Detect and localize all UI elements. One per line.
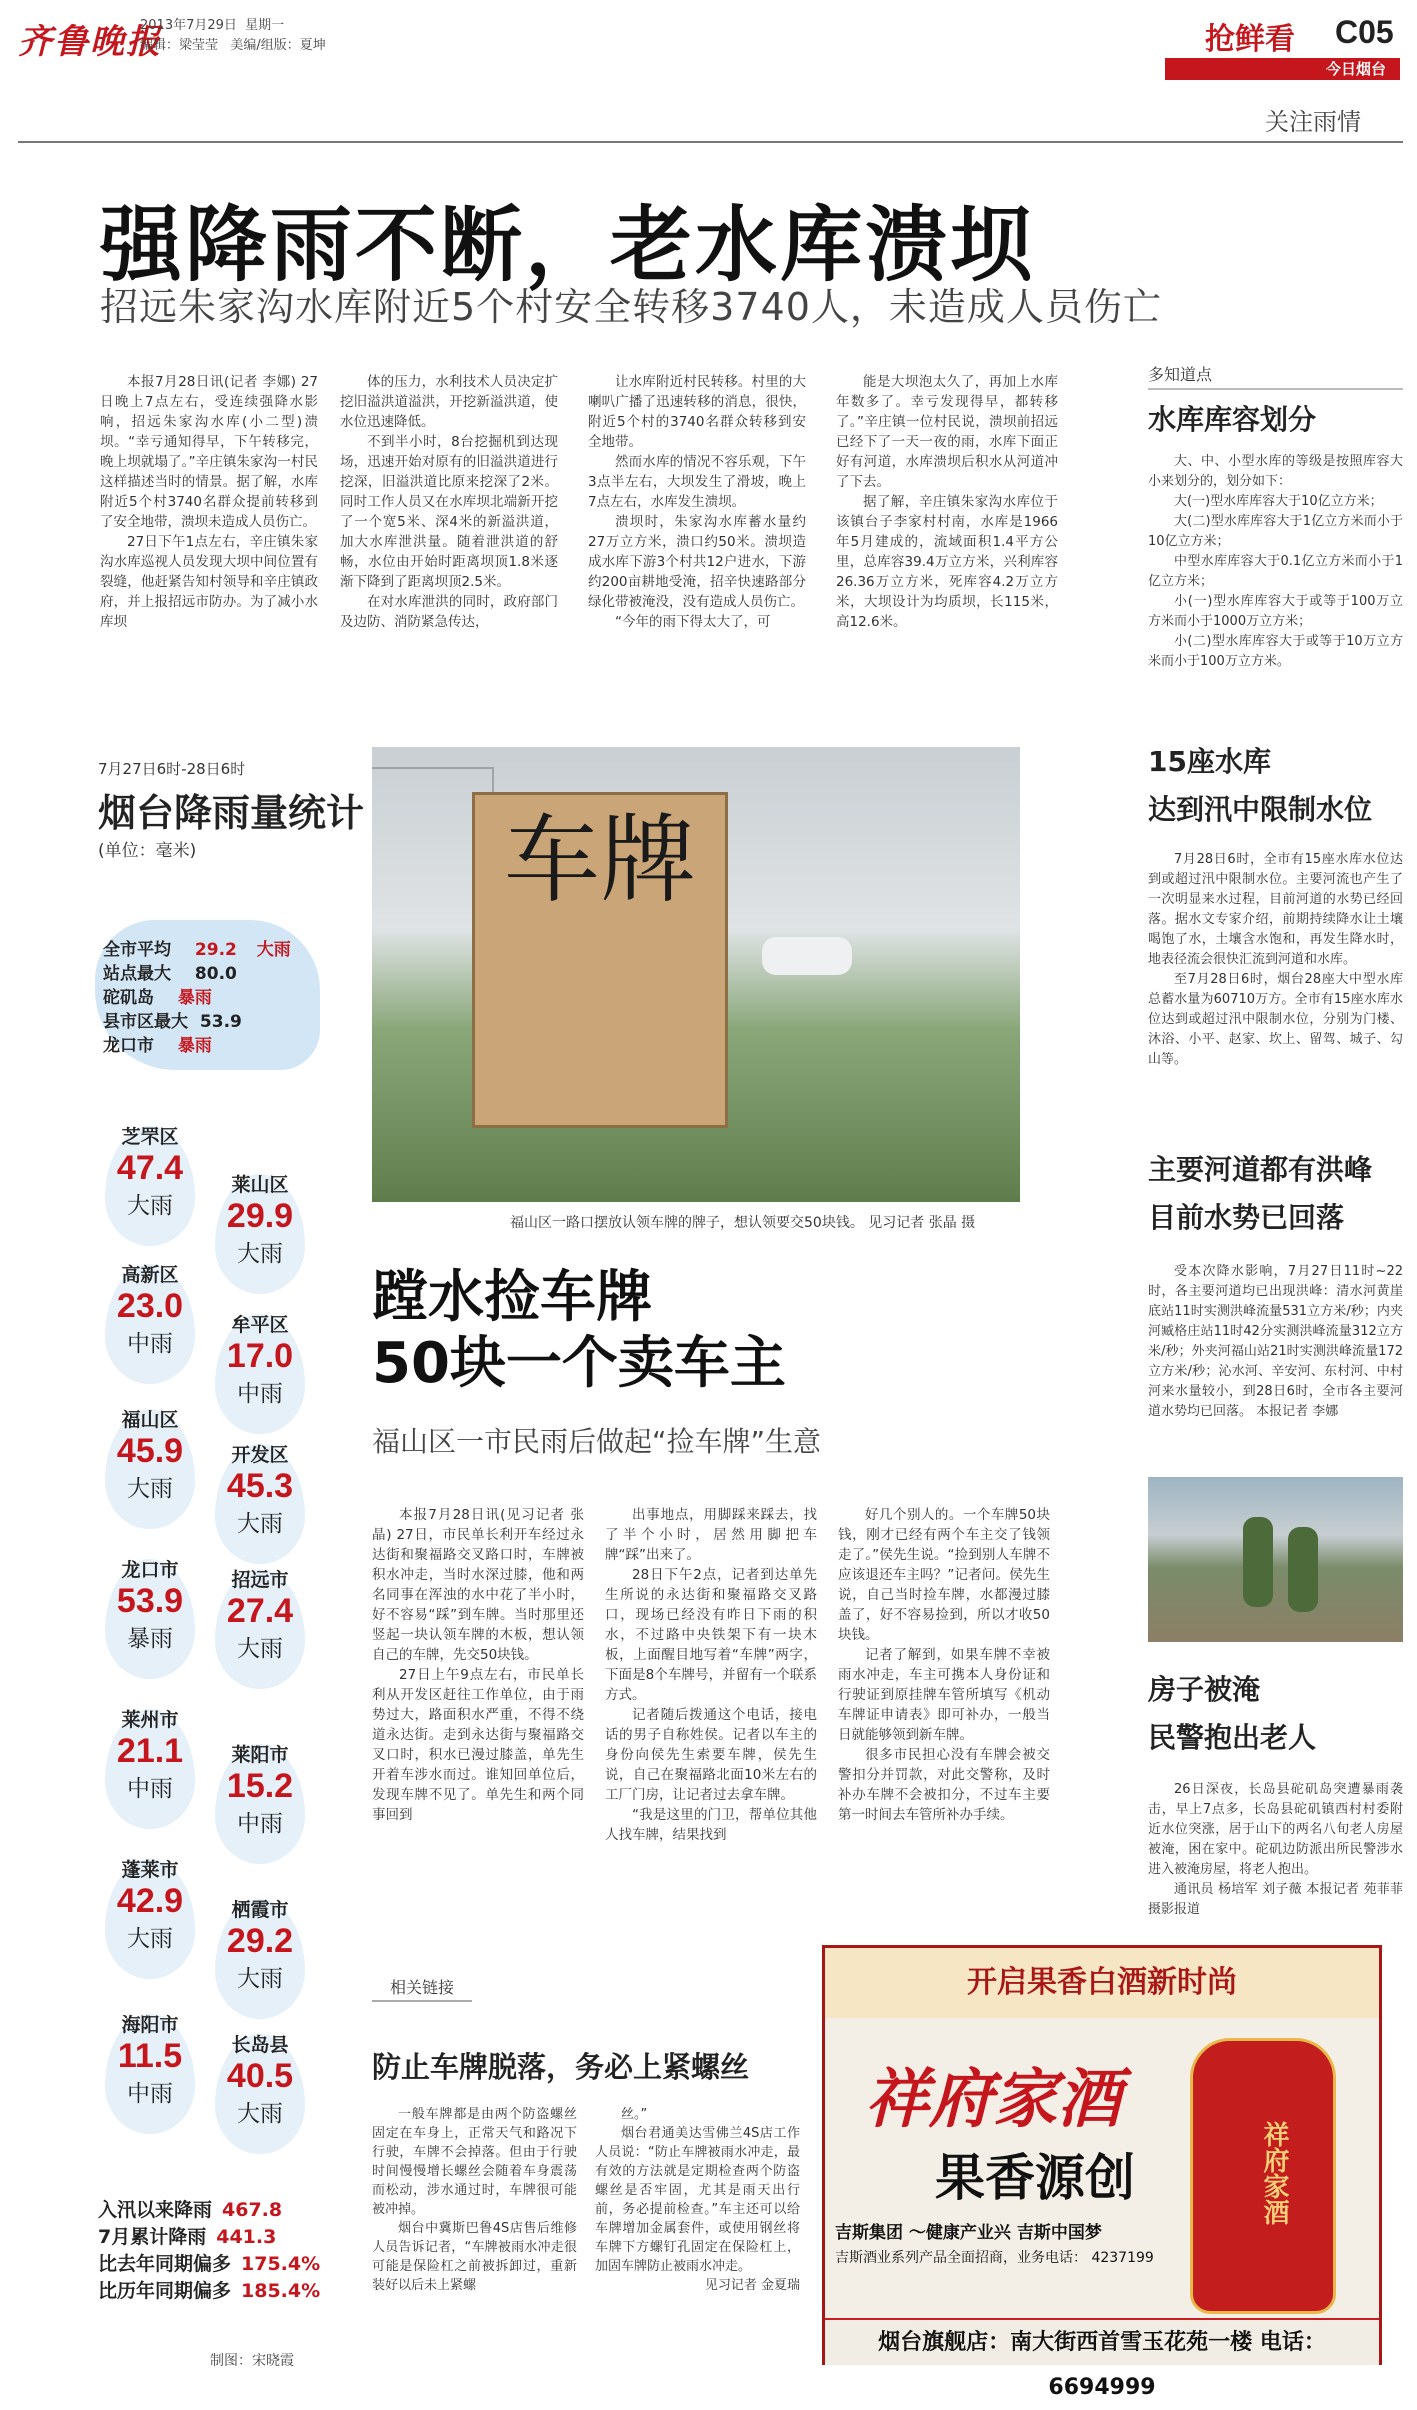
sidebar-label: 多知道点 xyxy=(1148,362,1403,390)
rain-credit: 制图：宋晓霞 xyxy=(210,2353,294,2369)
headline-line: 50块一个卖车主 xyxy=(372,1331,786,1396)
liquor-advertisement xyxy=(822,1945,1382,2400)
rain-range: 7月27日6时-28日6时 xyxy=(98,760,246,778)
paragraph: 中型水库库容大于0.1亿立方米而小于1亿立方米； xyxy=(1148,554,1403,589)
total-row: 比历年同期偏多 185.4% xyxy=(98,2280,321,2302)
headline-line: 蹚水捡车牌 xyxy=(372,1265,652,1330)
district-name: 蓬莱市 xyxy=(121,1859,179,1881)
paragraph: 大、中、小型水库的等级是按照库容大小来划分的，划分如下： xyxy=(1148,454,1403,489)
paragraph: 记者随后拨通这个电话，接电话的男子自称姓侯。记者以车主的身份向侯先生索要车牌，侯先生说，自己在聚福路北面10米左右的工厂门房，让记者过去拿车牌。 xyxy=(605,1707,817,1803)
district-name: 招远市 xyxy=(231,1569,289,1591)
paragraph: 本报7月28日讯(记者 李娜) 27日晚上7点左右，受连续强降水影响，招远朱家沟水库(小二型)溃坝。“幸亏通知得早，下午转移完，晚上坝就塌了。”辛庄镇朱家沟一村民这样描述当时的情景。据了解，水库附近5个村3740名群众提前转移到了安全地带，溃坝未造成人员伤亡。 xyxy=(100,374,318,530)
lead-column-4 xyxy=(836,372,1058,632)
district-level: 中雨 xyxy=(127,1776,173,1802)
sidebar-title-rescue xyxy=(1148,1668,1316,1756)
lead-column-2 xyxy=(340,372,558,632)
paragraph: 通讯员 杨培军 刘子薇 本报记者 苑菲菲 摄影报道 xyxy=(1148,1882,1403,1917)
district-level: 大雨 xyxy=(127,1926,173,1952)
district-level: 暴雨 xyxy=(127,1626,173,1652)
ad-brand: 祥府家酒 xyxy=(865,2062,1121,2137)
story2-headline xyxy=(372,1265,786,1397)
district-level: 大雨 xyxy=(237,1966,283,1992)
district-name: 长岛县 xyxy=(231,2034,289,2056)
paragraph: 小(二)型水库库容大于或等于10万立方米而小于100万立方米。 xyxy=(1148,634,1403,669)
district-name: 芝罘区 xyxy=(121,1126,179,1148)
newspaper-logo: 齐鲁晚报 xyxy=(18,22,162,62)
district-value: 29.9 xyxy=(226,1197,294,1235)
district-name: 莱州市 xyxy=(121,1709,179,1731)
district-value: 15.2 xyxy=(226,1767,294,1805)
paragraph: 见习记者 金夏瑞 xyxy=(704,2278,800,2293)
district-rainfall xyxy=(100,1555,200,1653)
title-line: 15座水库 xyxy=(1148,745,1271,778)
paragraph: 溃坝时，朱家沟水库蓄水量约27万立方米，溃口约50米。溃坝造成水库下游3个村共12户进水，下游约200亩耕地受淹，招辛快速路部分绿化带被淹没，没有造成人员伤亡。 xyxy=(588,514,806,610)
district-level: 中雨 xyxy=(237,1811,283,1837)
paragraph: 28日下午2点，记者到达单先生所说的永达街和聚福路交叉路口，现场已经没有昨日下雨的积水，不过路中央铁架下有一块木板，上面醒目地写着“车牌”两字，下面是8个车牌号，并留有一个联系方式。 xyxy=(605,1567,817,1703)
district-rainfall xyxy=(100,1122,200,1220)
paragraph: 本报7月28日讯(见习记者 张晶) 27日，市民单长利开车经过永达街和聚福路交叉路口时，车牌被积水冲走，当时水深过膝，他和两名同事在浑浊的水中花了半小时，好不容易“踩”到车牌。当时那里还竖起一块认领车牌的木板，想认领自己的车牌，先交50块钱。 xyxy=(372,1507,584,1663)
title-line: 目前水势已回落 xyxy=(1148,1201,1345,1234)
bottle-label: 祥府家酒 xyxy=(1259,2121,1289,2225)
paragraph: 很多市民担心没有车牌会被交警扣分并罚款，对此交警称，及时补办车牌不会被扣分，不过车主要第一时间去车管所补办手续。 xyxy=(838,1747,1050,1823)
district-rainfall xyxy=(100,1855,200,1953)
district-rainfall xyxy=(100,1405,200,1503)
summary-row: 县市区最大 53.9 xyxy=(103,1012,242,1032)
district-name: 莱山区 xyxy=(231,1174,289,1196)
header-rule xyxy=(18,141,1403,143)
district-value: 40.5 xyxy=(226,2057,294,2095)
district-value: 45.9 xyxy=(116,1432,184,1470)
paragraph: 记者了解到，如果车牌不幸被雨水冲走，车主可携本人身份证和行驶证到原挂牌车管所填写《机动车牌证申请表》即可补办，一般当日就能够领到新车牌。 xyxy=(838,1647,1050,1743)
title-line: 达到汛中限制水位 xyxy=(1148,793,1373,826)
car xyxy=(762,937,852,975)
paragraph: 让水库附近村民转移。村里的大喇叭广播了迅速转移的消息，很快，附近5个村的3740名群众转移到安全地带。 xyxy=(588,374,806,450)
sidebar-title-capacity: 水库库容划分 xyxy=(1148,403,1317,436)
paragraph: 体的压力，水利技术人员决定扩挖旧溢洪道溢洪，开挖新溢洪道，使水位迅速降低。 xyxy=(340,374,558,430)
paragraph: “我是这里的门卫，帮单位其他人找车牌，结果找到 xyxy=(605,1807,817,1843)
district-level: 中雨 xyxy=(127,1331,173,1357)
total-row: 比去年同期偏多 175.4% xyxy=(98,2253,321,2275)
lead-column-3 xyxy=(588,372,806,632)
summary-row: 龙口市 暴雨 xyxy=(103,1036,212,1056)
paragraph: 出事地点，用脚踩来踩去，找了半个小时，居然用脚把车牌“踩”出来了。 xyxy=(605,1507,817,1563)
soldier-figure xyxy=(1288,1527,1318,1612)
soldier-figure xyxy=(1243,1517,1273,1607)
district-name: 牟平区 xyxy=(231,1314,289,1336)
paragraph: 27日下午1点左右，辛庄镇朱家沟水库巡视人员发现大坝中间位置有裂缝，他赶紧告知村领导和辛庄镇政府，并上报招远市防办。为了减小水库坝 xyxy=(100,534,318,630)
district-name: 龙口市 xyxy=(121,1559,179,1581)
district-value: 21.1 xyxy=(116,1732,184,1770)
ad-group xyxy=(835,2218,1155,2267)
topic-label: 关注雨情 xyxy=(1265,108,1361,136)
paragraph: 烟台君通美达雪佛兰4S店工作人员说：“防止车牌被雨水冲走，最有效的方法就是定期检查两个防盗螺丝是否牢固，尤其是雨天出行前，务必提前检查。”车主还可以给车牌增加金属套件，或使用钢丝将车牌下方螺钉孔固定在保险杠上，加固车牌防止被雨水冲走。 xyxy=(595,2126,800,2274)
total-row: 入汛以来降雨 467.8 xyxy=(98,2199,283,2221)
district-level: 大雨 xyxy=(237,1511,283,1537)
district-name: 开发区 xyxy=(231,1444,289,1466)
group-subline: 吉斯酒业系列产品全面招商，业务电话： 4237199 xyxy=(835,2250,1154,2266)
title-line: 房子被淹 xyxy=(1148,1673,1261,1706)
story2-column-3 xyxy=(838,1505,1050,1825)
district-value: 53.9 xyxy=(116,1582,184,1620)
district-level: 中雨 xyxy=(237,1381,283,1407)
paragraph: 不到半小时，8台挖掘机到达现场，迅速开始对原有的旧溢洪道进行挖深，旧溢洪道比原来挖深了2米。同时工作人员又在水库坝北端新开挖了一个宽5米、深4米的新溢洪道，加大水库泄洪量。随着泄洪道的舒畅，水位由开始时距离坝顶1.8米逐渐下降到了距离坝顶2.5米。 xyxy=(340,434,558,590)
paragraph: 7月28日6时，全市有15座水库水位达到或超过汛中限制水位。主要河流也产生了一次明显来水过程，目前河道的水势已经回落。据水文专家介绍，前期持续降水让土壤喝饱了水，土壤含水饱和，再发生降水时，地表径流会很快汇流到河道和水库。 xyxy=(1148,852,1403,967)
district-value: 27.4 xyxy=(226,1592,294,1630)
page-number: C05 xyxy=(1335,14,1394,50)
editors-line: 编辑：梁莹莹 美编/组版：夏坤 xyxy=(140,38,326,53)
district-rainfall xyxy=(210,2030,310,2128)
plate-sign-board xyxy=(472,792,728,1128)
district-level: 大雨 xyxy=(237,1636,283,1662)
district-value: 47.4 xyxy=(116,1149,184,1187)
ad-slogan: 果香源创 xyxy=(935,2149,1135,2207)
related-title: 防止车牌脱落，务必上紧螺丝 xyxy=(372,2050,750,2084)
sidebar-text-capacity xyxy=(1148,452,1403,672)
district-value: 42.9 xyxy=(116,1882,184,1920)
district-value: 17.0 xyxy=(226,1337,294,1375)
paragraph: 受本次降水影响，7月27日11时~22时，各主要河道均已出现洪峰：清水河黄崖底站11时实测洪峰流量531立方米/秒；内夹河臧格庄站11时42分实测洪峰流量312立方米/秒；外夹河福山站21时实测洪峰流量172立方米/秒；沁水河、辛安河、东村河、中村河来水量较小，到28日6时，全市各主要河道水势均已回落。 本报记者 李娜 xyxy=(1148,1264,1403,1419)
summary-row: 全市平均 29.2 大雨 xyxy=(103,940,291,960)
district-rainfall xyxy=(210,1565,310,1663)
district-rainfall xyxy=(100,2010,200,2108)
issue-date: 2013年7月29日 星期一 xyxy=(140,18,285,33)
subsection-bar: 今日烟台 xyxy=(1165,58,1400,80)
rain-unit: (单位：毫米) xyxy=(98,841,197,861)
story2-column-2 xyxy=(605,1505,817,1845)
district-value: 11.5 xyxy=(117,2037,183,2075)
ad-footer: 烟台旗舰店：南大街西首雪玉花苑一楼 电话：6694999 xyxy=(825,2320,1379,2365)
district-name: 海阳市 xyxy=(121,2014,179,2036)
paragraph: 27日上午9点左右，市民单长利从开发区赶往工作单位，由于雨势过大，路面积水严重，不得不绕道永达街。走到永达街与聚福路交叉口时，积水已漫过膝盖，单先生开着车涉水而过。谁知回单位后，发现车牌不见了。单先生和两个同事回到 xyxy=(372,1667,584,1823)
rain-summary xyxy=(103,938,291,1058)
district-value: 29.2 xyxy=(226,1922,294,1960)
ad-top-banner: 开启果香白酒新时尚 xyxy=(825,1948,1379,2018)
paragraph: “今年的雨下得太大了，可 xyxy=(615,614,771,630)
district-value: 45.3 xyxy=(226,1467,294,1505)
sidebar-title-rivers xyxy=(1148,1148,1372,1236)
summary-row: 砣矶岛 暴雨 xyxy=(103,988,212,1008)
paragraph: 丝。” xyxy=(621,2107,648,2122)
sign-text: 车牌 xyxy=(504,804,696,916)
lead-column-1 xyxy=(100,372,318,632)
district-level: 中雨 xyxy=(127,2081,173,2107)
sidebar-text-rivers xyxy=(1148,1262,1403,1422)
paragraph: 至7月28日6时，烟台28座大中型水库总蓄水量为60710万方。全市有15座水库水位达到或超过汛中限制水位，分别为门楼、沐浴、小平、赵家、坎上、留驾、城子、勾山等。 xyxy=(1148,972,1403,1067)
district-level: 大雨 xyxy=(127,1476,173,1502)
story2-column-1 xyxy=(372,1505,584,1825)
district-name: 栖霞市 xyxy=(231,1899,289,1921)
photo-caption: 福山区一路口摆放认领车牌的牌子，想认领要交50块钱。 见习记者 张晶 摄 xyxy=(510,1215,976,1231)
flood-rescue-photo xyxy=(1148,1477,1403,1642)
district-rainfall xyxy=(210,1310,310,1408)
sidebar-text-rescue xyxy=(1148,1780,1403,1920)
sidebar-text-reservoirs xyxy=(1148,850,1403,1070)
paragraph: 26日深夜，长岛县砣矶岛突遭暴雨袭击，早上7点多，长岛县砣矶镇西村村委附近水位突涨，居于山下的两名八旬老人房屋被淹，困在家中。砣矶边防派出所民警涉水进入被淹房屋，将老人抱出。 xyxy=(1148,1782,1403,1877)
district-name: 莱阳市 xyxy=(231,1744,289,1766)
district-rainfall xyxy=(100,1260,200,1358)
paragraph: 据了解，辛庄镇朱家沟水库位于该镇台子李家村村南，水库是1966年5月建成的，流域面积1.4平方公里，总库容39.4万立方米，兴利库容26.36万立方米，死库容4.2万立方米，大坝设计为均质坝，长115米，高12.6米。 xyxy=(836,494,1058,630)
paragraph: 大(一)型水库库容大于10亿立方米； xyxy=(1174,494,1383,509)
total-row: 7月累计降雨 441.3 xyxy=(98,2226,277,2248)
lead-headline: 强降雨不断，老水库溃坝 xyxy=(100,198,1036,293)
sidebar-title-reservoirs xyxy=(1148,740,1372,828)
district-name: 高新区 xyxy=(121,1264,179,1286)
summary-row: 站点最大 80.0 xyxy=(103,964,237,984)
district-rainfall xyxy=(210,1170,310,1268)
district-name: 福山区 xyxy=(121,1409,179,1431)
district-rainfall xyxy=(210,1740,310,1838)
paragraph: 一般车牌都是由两个防盗螺丝固定在车身上，正常天气和路况下行驶，车牌不会掉落。但由于行驶时间慢慢增长螺丝会随着车身震荡而松动，涉水通过时，车牌很可能被冲掉。 xyxy=(372,2107,577,2217)
paragraph: 能是大坝泡太久了，再加上水库年数多了。幸亏发现得早，都转移了。”辛庄镇一位村民说，溃坝前招远已经下了一天一夜的雨，水库下面正好有河道，水库溃坝后积水从河道冲了下去。 xyxy=(836,374,1058,490)
related-column-2 xyxy=(595,2105,800,2295)
paragraph: 然而水库的情况不容乐观，下午3点半左右，大坝发生了滑坡，晚上7点左右，水库发生溃坝。 xyxy=(588,454,806,510)
issue-meta xyxy=(140,16,326,56)
rain-title: 烟台降雨量统计 xyxy=(98,791,365,835)
paragraph: 烟台中冀斯巴鲁4S店售后维修人员告诉记者，“车牌被雨水冲走很可能是保险杠之前被拆卸过，重新装好以后未上紧螺 xyxy=(372,2221,577,2293)
paragraph: 好几个别人的。一个车牌50块钱，刚才已经有两个车主交了钱领走了。”侯先生说。“捡到别人车牌不应该退还车主吗？”记者问。侯先生说，自己当时捡车牌，水都漫过膝盖了，好不容易捡到，所以才收50块钱。 xyxy=(838,1507,1050,1643)
title-line: 民警抱出老人 xyxy=(1148,1721,1317,1754)
license-plate-sign-photo xyxy=(372,747,1020,1202)
paragraph: 大(二)型水库库容大于1亿立方米而小于10亿立方米； xyxy=(1148,514,1403,549)
rain-totals xyxy=(98,2195,320,2303)
district-level: 大雨 xyxy=(237,1241,283,1267)
group-line: 吉斯集团 ～健康产业兴 吉斯中国梦 xyxy=(835,2223,1102,2243)
section-tag: 抢鲜看 xyxy=(1205,22,1295,57)
district-value: 23.0 xyxy=(116,1287,184,1325)
district-level: 大雨 xyxy=(237,2101,283,2127)
paragraph: 在对水库泄洪的同时，政府部门及边防、消防紧急传达， xyxy=(340,594,558,630)
related-column-1 xyxy=(372,2105,577,2295)
paragraph: 小(一)型水库库容大于或等于100万立方米而小于1000万立方米； xyxy=(1148,594,1403,629)
district-level: 大雨 xyxy=(127,1193,173,1219)
district-rainfall xyxy=(100,1705,200,1803)
title-line: 主要河道都有洪峰 xyxy=(1148,1153,1373,1186)
story2-subhead: 福山区一市民雨后做起“捡车牌”生意 xyxy=(372,1425,822,1458)
district-rainfall xyxy=(210,1440,310,1538)
related-link-label: 相关链接 xyxy=(372,1975,472,2002)
bottle-image xyxy=(1190,2038,1336,2314)
district-rainfall xyxy=(210,1895,310,1993)
lead-subhead: 招远朱家沟水库附近5个村安全转移3740人，未造成人员伤亡 xyxy=(100,285,1162,329)
